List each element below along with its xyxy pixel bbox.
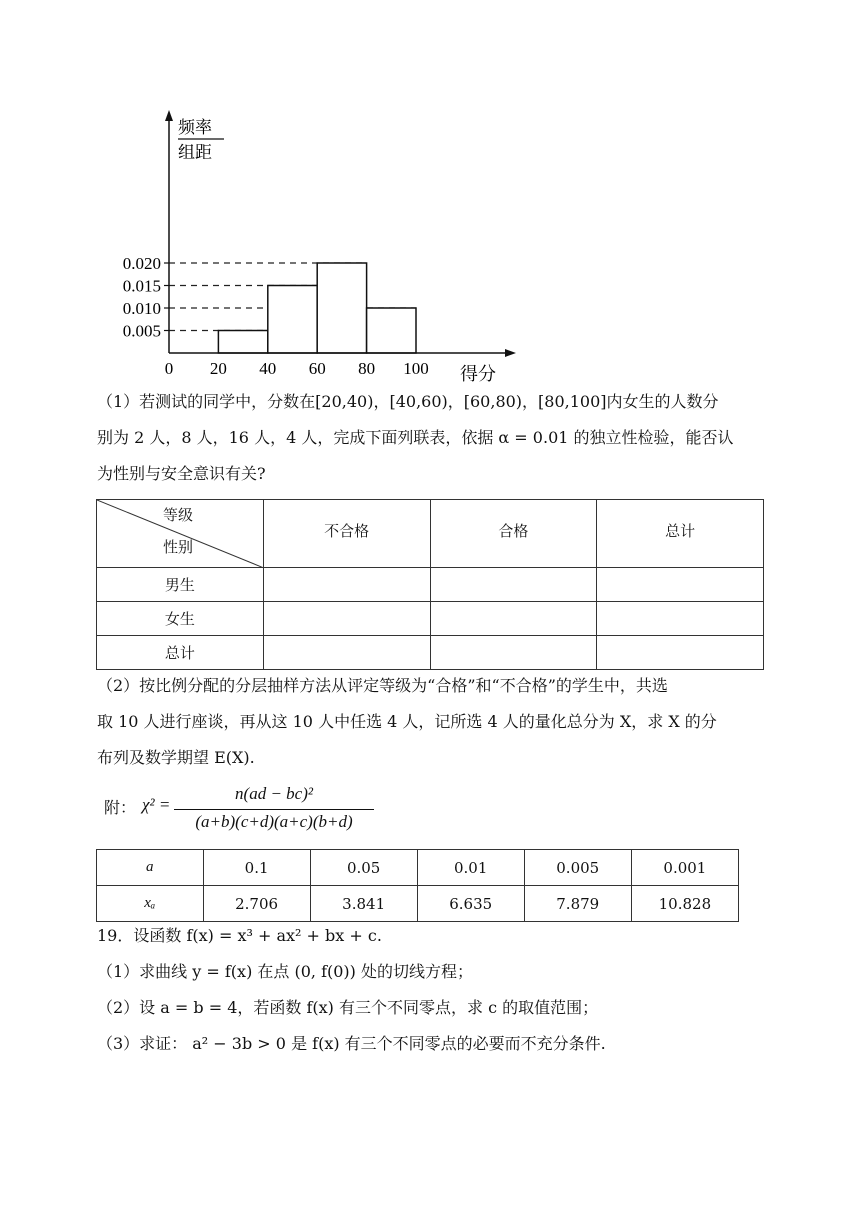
question-1-line-2: 别为 2 人，8 人，16 人，4 人，完成下面列联表，依据 α = 0.01 的独立性检验，能否认	[97, 428, 734, 447]
x-tick-label: 60	[308, 359, 326, 378]
histogram-bar	[317, 263, 366, 353]
x-tick-label: 80	[358, 359, 376, 378]
empty-cell	[263, 602, 430, 636]
fraction-bar	[174, 809, 374, 810]
question-19-part-1: （1）求曲线 y = f(x) 在点 (0, f(0)) 处的切线方程；	[97, 962, 473, 981]
value-cell: 10.828	[631, 886, 738, 922]
x-tick-label: 40	[259, 359, 277, 378]
alpha-cell: 0.05	[310, 850, 417, 886]
row-header-cell: 女生	[97, 602, 264, 636]
alpha-cell: 0.1	[203, 850, 310, 886]
alpha-cell: 0.01	[417, 850, 524, 886]
empty-cell	[263, 568, 430, 602]
question-1-line-1: （1）若测试的同学中，分数在[20,40)，[40,60)，[60,80)，[80,100]内女生的人数分	[97, 392, 719, 411]
y-title-numerator: 频率	[178, 118, 212, 137]
value-cell: 7.879	[524, 886, 631, 922]
contingency-table	[96, 499, 764, 670]
table-row	[97, 850, 739, 886]
question-19	[97, 918, 777, 1062]
question-19-title: 19．设函数 f(x) = x³ + ax² + bx + c.	[97, 926, 382, 945]
y-title-denominator: 组距	[178, 143, 212, 162]
y-tick-label: 0.005	[122, 321, 161, 341]
table-row	[97, 636, 764, 670]
histogram-bar	[367, 308, 416, 353]
header-cell: 总计	[597, 500, 764, 568]
empty-cell	[430, 602, 597, 636]
empty-cell	[597, 568, 764, 602]
y-axis-arrow	[165, 110, 173, 121]
y-tick-label: 0.020	[122, 254, 161, 273]
question-19-part-3: （3）求证： a² − 3b > 0 是 f(x) 有三个不同零点的必要而不充分条件.	[97, 1034, 606, 1053]
histogram-bar	[218, 331, 267, 354]
table-row	[97, 602, 764, 636]
header-cell: 不合格	[263, 500, 430, 568]
value-cell: 2.706	[203, 886, 310, 922]
empty-cell	[430, 568, 597, 602]
alpha-cell: 0.005	[524, 850, 631, 886]
question-1-line-3: 为性别与安全意识有关?	[97, 464, 266, 483]
x-tick-label: 0	[164, 359, 174, 378]
x-tick-label: 20	[209, 359, 227, 378]
appendix-label: 附：	[104, 798, 137, 817]
empty-cell	[263, 636, 430, 670]
table-corner-cell	[97, 500, 264, 568]
critical-value-table	[96, 849, 739, 922]
y-tick-label: 0.015	[122, 276, 161, 296]
empty-cell	[430, 636, 597, 670]
corner-top-label: 等级	[163, 506, 194, 524]
table-row	[97, 886, 739, 922]
empty-cell	[597, 636, 764, 670]
corner-bottom-label: 性别	[163, 538, 194, 556]
question-2	[97, 668, 777, 776]
row-header-cell: 总计	[97, 636, 264, 670]
value-cell: 3.841	[310, 886, 417, 922]
formula-numerator: n(ad − bc)²	[235, 784, 313, 803]
question-2-line-3: 布列及数学期望 E(X).	[97, 748, 255, 767]
value-cell: 6.635	[417, 886, 524, 922]
alpha-cell: 0.001	[631, 850, 738, 886]
y-tick-label: 0.010	[122, 299, 161, 318]
x-tick-label: 100	[403, 359, 429, 378]
row-head-x-alpha: xₐ	[97, 886, 204, 922]
x-axis-label: 得分	[460, 364, 496, 384]
empty-cell	[597, 602, 764, 636]
row-header-cell: 男生	[97, 568, 264, 602]
formula-lhs: χ² =	[142, 795, 171, 814]
row-head-alpha: a	[97, 850, 204, 886]
question-1	[97, 384, 777, 492]
question-2-line-2: 取 10 人进行座谈，再从这 10 人中任选 4 人，记所选 4 人的量化总分为 X，求 X 的分	[97, 712, 717, 731]
table-row	[97, 568, 764, 602]
header-cell: 合格	[430, 500, 597, 568]
x-axis-arrow	[505, 349, 516, 357]
histogram-bar	[268, 286, 317, 354]
histogram-chart	[100, 100, 530, 385]
question-2-line-1: （2）按比例分配的分层抽样方法从评定等级为“合格”和“不合格”的学生中，共选	[97, 676, 668, 695]
formula-denominator: (a+b)(c+d)(a+c)(b+d)	[195, 812, 353, 831]
question-19-part-2: （2）设 a = b = 4，若函数 f(x) 有三个不同零点，求 c 的取值范围；	[97, 998, 599, 1017]
